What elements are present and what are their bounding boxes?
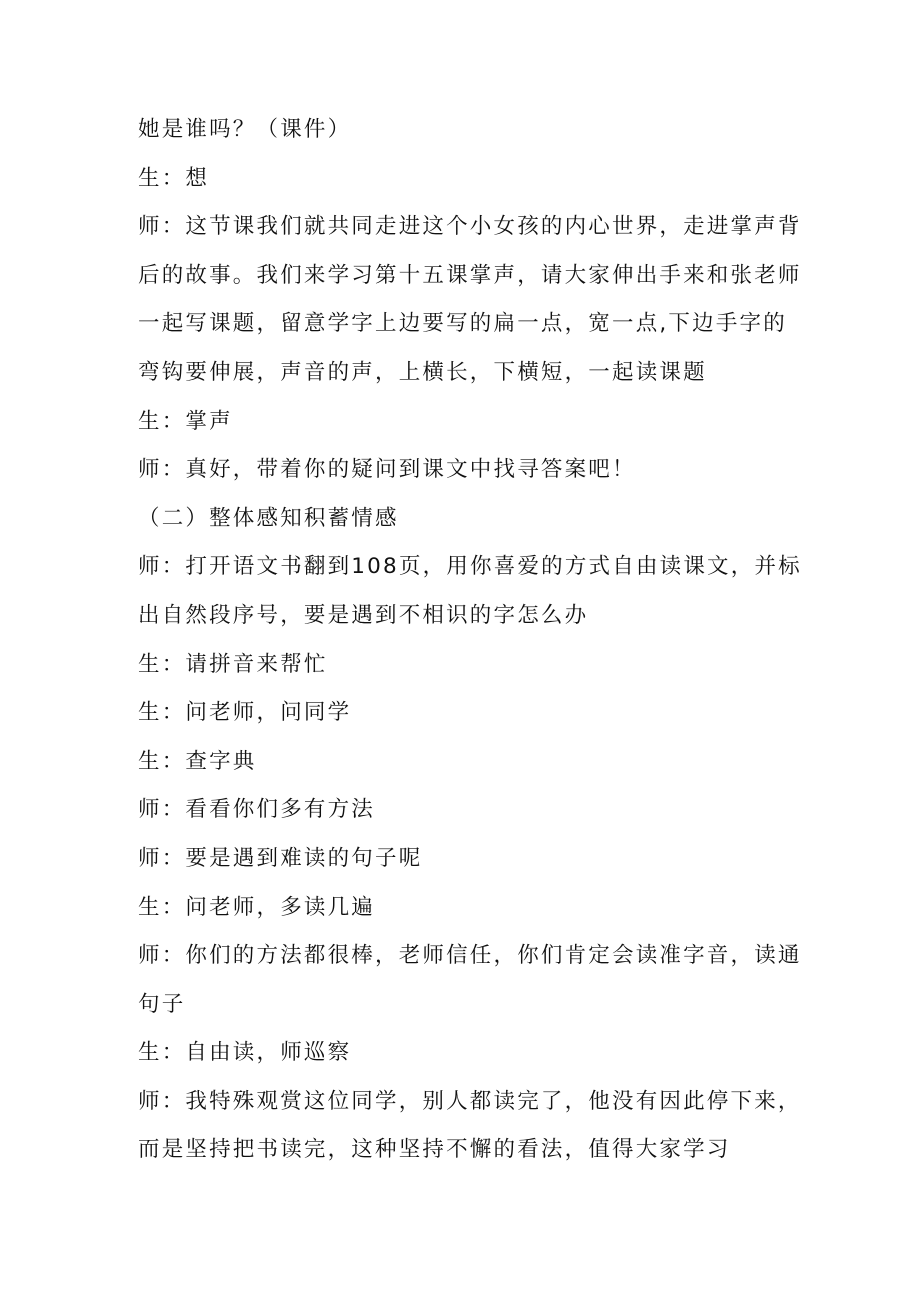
text-line: 师：打开语文书翻到108页，用你喜爱的方式自由读课文，并标 (138, 554, 802, 580)
text-line: 生：问老师，多读几遍 (138, 894, 376, 920)
text-line: 句子 (138, 991, 186, 1017)
text-line: 一起写课题，留意学字上边要写的扁一点，宽一点,下边手字的 (138, 311, 787, 337)
text-line: 出自然段序号，要是遇到不相识的字怎么办 (138, 602, 589, 628)
section-heading: （二）整体感知积蓄情感 (138, 505, 399, 531)
document-body (138, 106, 802, 1175)
text-line: 她是谁吗？（课件） (138, 117, 352, 142)
text-line: 师：我特殊观赏这位同学，别人都读完了，他没有因此停下来， (138, 1088, 802, 1114)
text-line: 生：请拼音来帮忙 (138, 651, 328, 677)
text-line: 师：要是遇到难读的句子呢 (138, 845, 423, 871)
text-line: 弯钩要伸展，声音的声，上横长，下横短，一起读课题 (138, 359, 707, 385)
text-line: 生：问老师，问同学 (138, 700, 352, 726)
text-line: 后的故事。我们来学习第十五课掌声，请大家伸出手来和张老师 (138, 262, 802, 288)
text-line: 生：想 (138, 165, 210, 191)
text-line: 师：看看你们多有方法 (138, 797, 376, 823)
text-line: 师：真好，带着你的疑问到课文中找寻答案吧！ (138, 457, 636, 483)
text-line: 师：这节课我们就共同走进这个小女孩的内心世界，走进掌声背 (138, 214, 802, 240)
text-line: 生：查字典 (138, 748, 257, 774)
text-line: 生：掌声 (138, 408, 233, 434)
text-line: 生：自由读，师巡察 (138, 1040, 352, 1066)
text-line: 师：你们的方法都很棒，老师信任，你们肯定会读准字音，读通 (138, 943, 802, 969)
text-line: 而是坚持把书读完，这种坚持不懈的看法，值得大家学习 (138, 1137, 731, 1163)
